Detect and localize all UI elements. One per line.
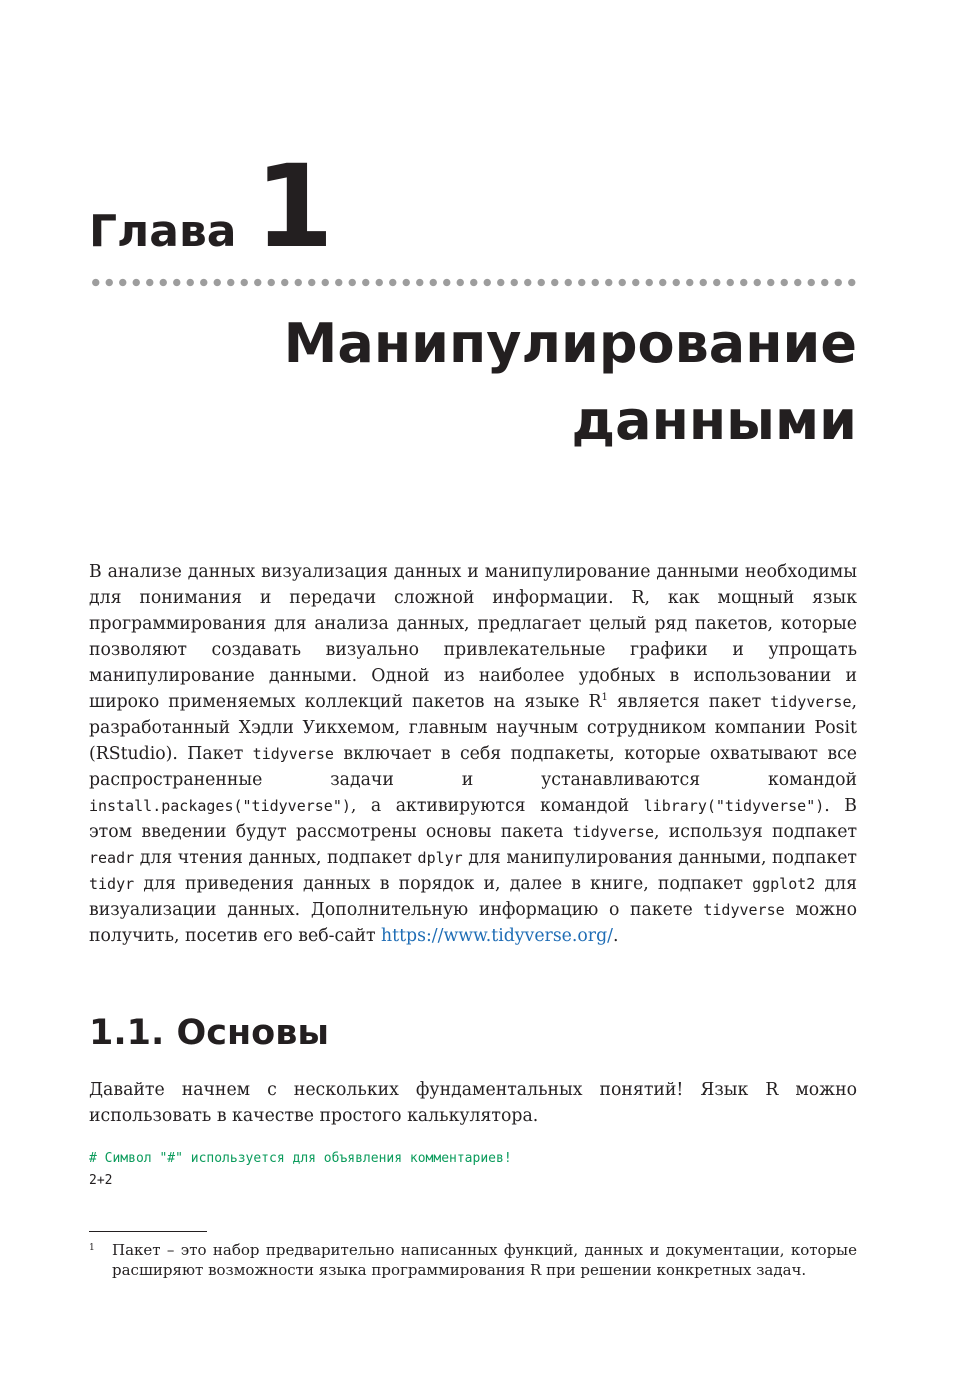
inline-code: dplyr bbox=[417, 849, 463, 867]
chapter-title bbox=[89, 305, 857, 459]
section-heading: 1.1. Основы bbox=[89, 1013, 330, 1053]
footnote bbox=[89, 1240, 857, 1280]
tidyverse-website-link[interactable]: https://www.tidyverse.org/ bbox=[381, 926, 613, 946]
inline-code: tidyverse bbox=[770, 693, 852, 711]
footnote-rule bbox=[89, 1231, 207, 1232]
inline-code: tidyverse bbox=[703, 901, 785, 919]
inline-code: ggplot2 bbox=[752, 875, 816, 893]
inline-code: tidyverse bbox=[572, 823, 654, 841]
footnote-mark: 1 bbox=[89, 1243, 95, 1253]
chapter-number: 1 bbox=[254, 140, 332, 273]
chapter-title-line: Манипулирование bbox=[283, 312, 857, 375]
intro-paragraph: В анализе данных визуализация данных и манипулирование данными необходимы для понимания и передачи сложной информации. R, как мощный язык программирования для анализа данных, предлагает целый ряд пакетов, которые позволяют создавать визуально привлекательные графики и упрощать манипулирование данными. Одной из наиболее удобных в использовании и широко применяемых коллекций пакетов на языке R$^1$ является пакет tidyverse, разработанный Хэдли Уикхемом, главным научным сотрудником компании Posit (RStudio). Пакет tidyverse включает в себя подпакеты, которые охватывают все распространенные задачи и устанавливаются командой install.packages("tidyverse"), а активируются командой library("tidyverse"). В этом введении будут рассмотрены основы пакета tidyverse, используя подпакет readr для чтения данных, подпакет dplyr для манипулирования данными, подпакет tidyr для приведения данных в порядок и, далее в книге, подпакет ggplot2 для визуализации данных. Дополнительную информацию о пакете tidyverse можно получить, посетив его веб-сайт https://www.tidyverse.org/. bbox=[89, 562, 858, 946]
chapter-header bbox=[89, 140, 332, 273]
inline-code: install.packages("tidyverse") bbox=[89, 797, 351, 815]
chapter-label: Глава bbox=[89, 206, 237, 257]
code-block bbox=[89, 1148, 512, 1192]
footnote-text: Пакет – это набор предварительно написанных функций, данных и документации, которые расширяют возможности языка программирования R при решении конкретных задач. bbox=[112, 1241, 857, 1279]
code-line: 2+2 bbox=[89, 1173, 113, 1188]
code-comment: # Символ "#" используется для объявления комментариев! bbox=[89, 1151, 512, 1166]
footnote-reference[interactable]: 1 bbox=[601, 692, 608, 704]
section-paragraph: Давайте начнем с нескольких фундаментальных понятий! Язык R можно использовать в качестве простого калькулятора. bbox=[89, 1080, 857, 1126]
inline-code: tidyverse bbox=[252, 745, 334, 763]
inline-code: library("tidyverse") bbox=[643, 797, 825, 815]
dotted-divider bbox=[89, 278, 857, 287]
chapter-title-line: данными bbox=[571, 389, 857, 452]
inline-code: readr bbox=[89, 849, 135, 867]
inline-code: tidyr bbox=[89, 875, 135, 893]
